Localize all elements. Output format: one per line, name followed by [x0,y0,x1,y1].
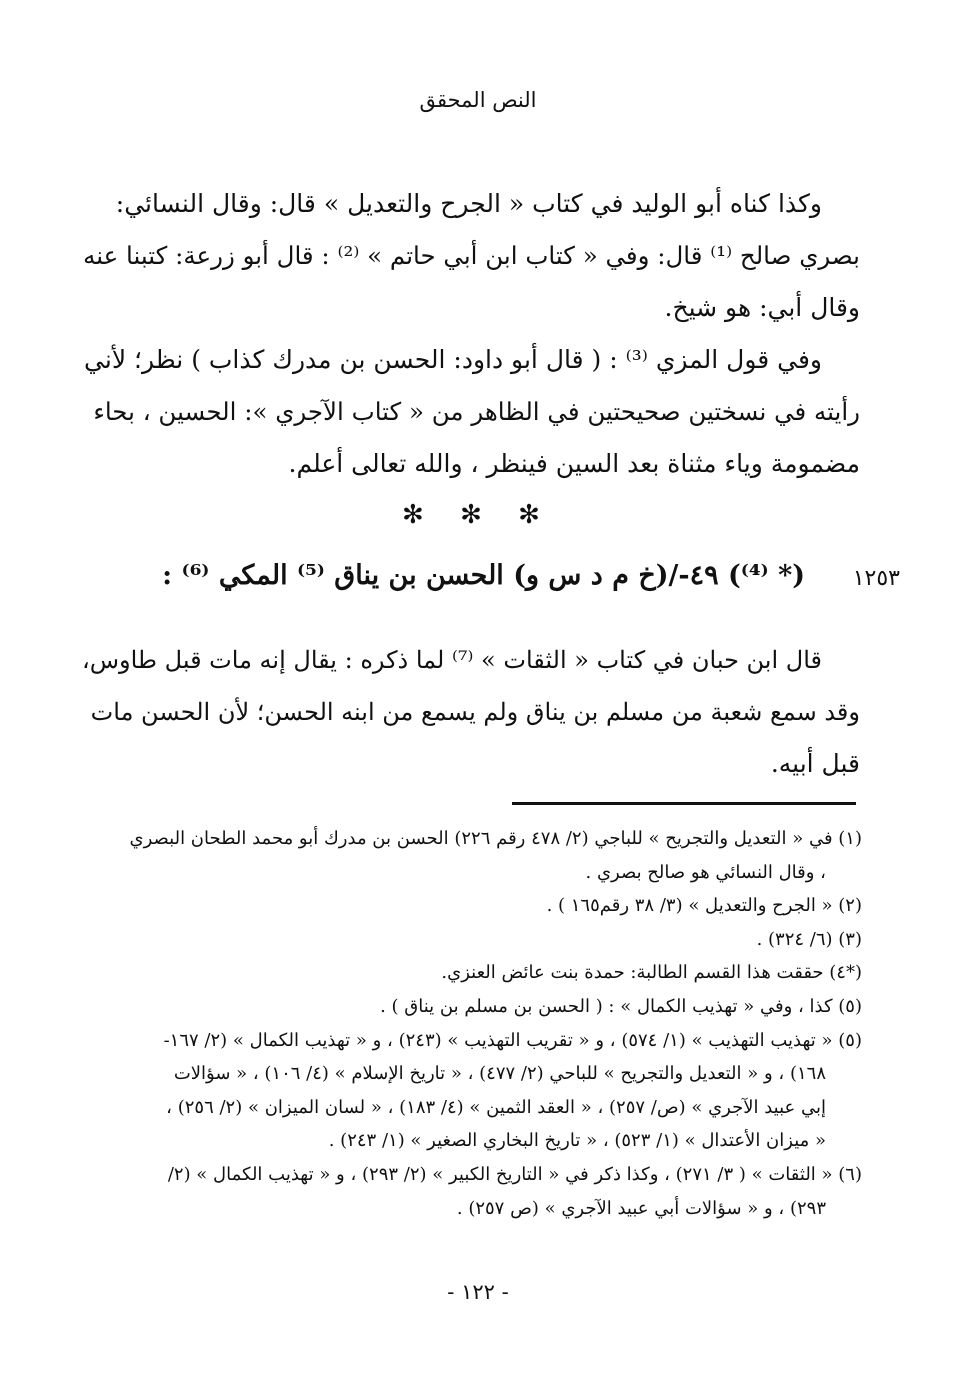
running-title: النص المحقق [419,88,537,112]
text-line: وفي قول المزي ⁽³⁾ : ( قال أبو داود: الحسن بن مدرك كذاب ) نظر؛ لأني [84,345,822,374]
footnote-separator [512,802,856,805]
footnote-line: (*٤) حققت هذا القسم الطالبة: حمدة بنت عائض العنزي. [441,962,862,984]
text-line: وقال أبي: هو شيخ. [664,293,860,322]
body-paragraph [80,178,860,334]
body-paragraph [80,334,860,490]
footnote-line: (٢) « الجرح والتعديل » (٣/ ٣٨ رقم١٦٥ ) . [546,895,862,917]
footnote-line: « ميزان الأعتدال » (١/ ٥٢٣) ، « تاريخ البخاري الصغير » (١/ ٢٤٣) . [328,1130,826,1152]
footnote [80,889,862,923]
footnote [80,990,862,1024]
footnotes [80,822,862,1225]
text-line: وقد سمع شعبة من مسلم بن يناق ولم يسمع من ابنه الحسن؛ لأن الحسن مات [90,698,860,726]
section-ornament: ✻ ✻ ✻ [402,500,554,530]
footnote [80,956,862,990]
text-line: قال ابن حبان في كتاب « الثقات » ⁽⁷⁾ لما ذكره : يقال إنه مات قبل طاوس، [81,646,822,674]
footnote-line: إبي عبيد الآجري » (ص/ ٢٥٧) ، « العقد الثمين » (٤/ ١٨٣) ، « لسان الميزان » (٢/ ٢٥٦) ، [166,1096,826,1118]
text-line: قبل أبيه. [770,749,860,778]
text-line: رأيته في نسختين صحيحتين في الظاهر من « كتاب الآجري »: الحسين ، بحاء [93,397,860,426]
page-number: - ١٢٢ - [447,1280,509,1304]
footnote [80,923,862,957]
footnote-line: ١٦٨) ، و « التعديل والتجريح » للباحي (٢/ ٤٧٧) ، « تاريخ الإسلام » (٤/ ١٠٦) ، « سؤالات [173,1063,826,1085]
entry-title: (* ⁽⁴⁾) ٤٩-/(خ م د س و) الحسن بن يناق ⁽⁵⁾ المكي ⁽⁶⁾ : [162,560,805,591]
text-line: وكذا كناه أبو الوليد في كتاب « الجرح والتعديل » قال: وقال النسائي: [115,189,822,218]
footnote-line: (٥) كذا ، وفي « تهذيب الكمال » : ( الحسن بن مسلم بن يناق ) . [380,995,862,1017]
body-paragraph [80,634,860,790]
footnote [80,1024,862,1158]
footnote-line: (١) في « التعديل والتجريح » للباجي (٢/ ٤٧٨ رقم ٢٢٦) الحسن بن مدرك أبو محمد الطحان البصري [129,828,862,849]
footnote-line: (٥) « تهذيب التهذيب » (١/ ٥٧٤) ، و « تقريب التهذيب » (٢٤٣) ، و « تهذيب الكمال » (٢/ ١٦٧- [163,1029,862,1051]
text-line: مضمومة وياء مثناة بعد السين فينظر ، والله تعالى أعلم. [288,449,860,478]
text-line: بصري صالح ⁽¹⁾ قال: وفي « كتاب ابن أبي حاتم » ⁽²⁾ : قال أبو زرعة: كتبنا عنه [83,241,860,270]
footnote-line: ، وقال النسائي هو صالح بصري . [585,861,826,883]
entry-heading [80,560,900,610]
footnote-line: ٢٩٣) ، و « سؤالات أبي عبيد الآجري » (ص ٢٥٧) . [456,1197,826,1219]
entry-number: ١٢٥٣ [852,566,900,591]
footnote [80,1158,862,1225]
footnote-line: (٣) (٦/ ٣٢٤) . [756,928,862,950]
footnote-line: (٦) « الثقات » ( ٣/ ٢٧١) ، وكذا ذكر في « التاريخ الكبير » (٢/ ٢٩٣) ، و « تهذيب الكمال » (٢/ [167,1163,862,1185]
footnote [80,822,862,889]
